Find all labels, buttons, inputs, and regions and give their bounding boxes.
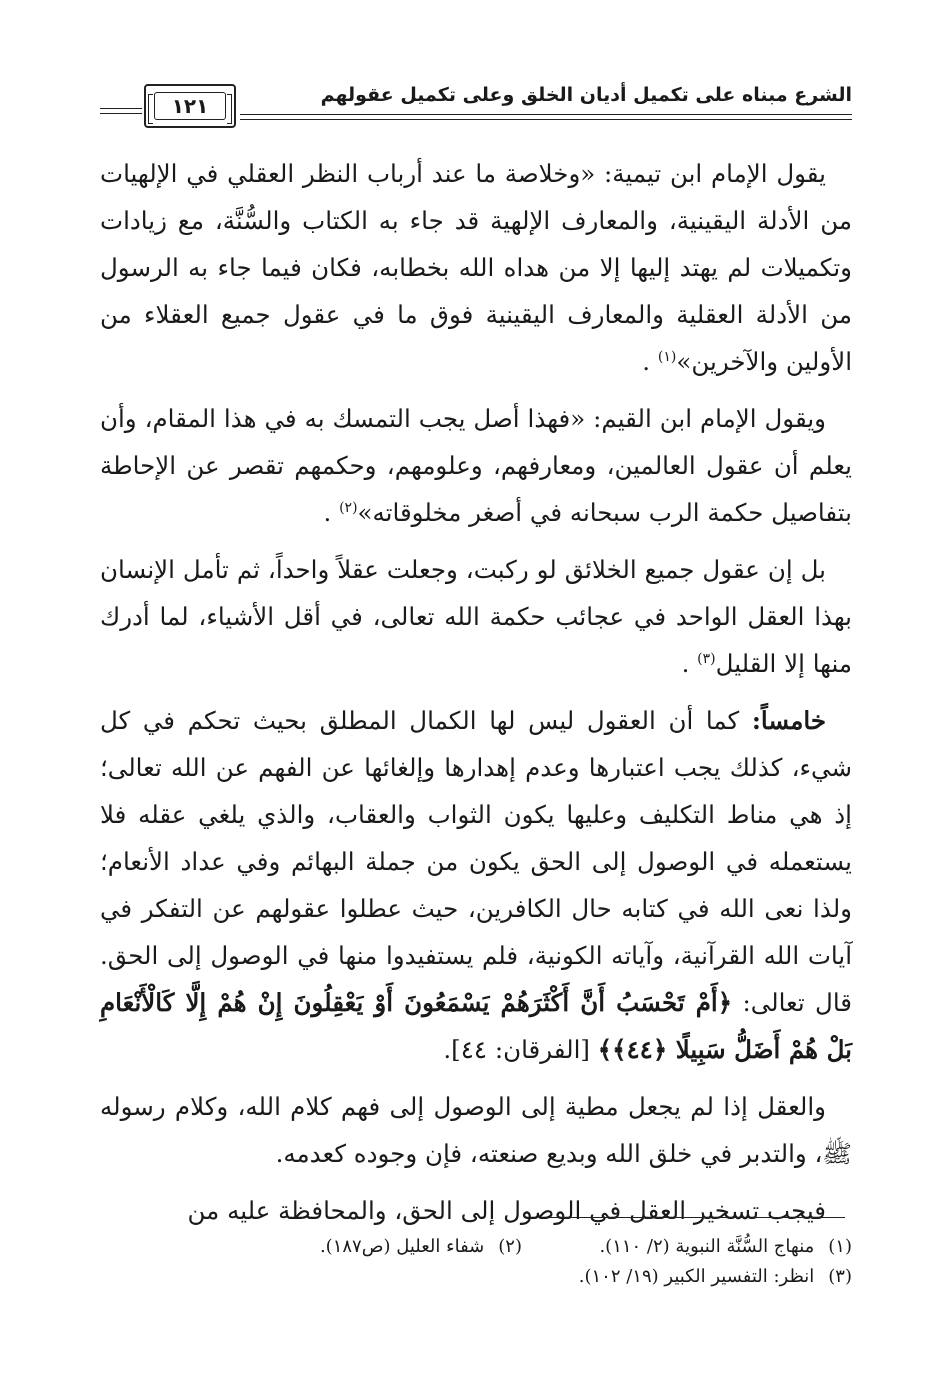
- footnote-row: [100, 1262, 852, 1292]
- punctuation: .: [642, 347, 651, 376]
- footnote-number: (٢): [498, 1236, 522, 1257]
- footnote-1: [522, 1232, 852, 1262]
- main-text: [100, 150, 852, 1244]
- quote-ibn-alqayyim: ويقول الإمام ابن القيم: «فهذا أصل يجب التمسك به في هذا المقام، وأن يعلم أن عقول العالمين، ومعارفهم، وعلومهم، وحكمهم تقصر عن الإحاطة بتفاصيل حكمة الرب سبحانه في أصغر مخلوقاته»: [100, 404, 852, 527]
- footnote-text: منهاج السُّنَّة النبوية (٢/ ١١٠).: [599, 1236, 815, 1257]
- footnote-number: (٣): [828, 1266, 852, 1287]
- frame-ornament: [227, 94, 232, 124]
- paragraph-text: كما أن العقول ليس لها الكمال المطلق بحيث تحكم في كل شيء، كذلك يجب اعتبارها وعدم إهدارها وإلغائها عن الفهم عن الله تعالى؛ إذ هي مناط التكليف وعليها يكون الثواب والعقاب، والذي يلغي عقله فلا يستعمله في الوصول إلى الحق يكون من جملة البهائم وفي عداد الأنعام؛ ولذا نعى الله في كتابه حال الكافرين، حيث عطلوا عقولهم عن التفكر في آيات الله القرآنية، وآياته الكونية، فلم يستفيدوا منها في الوصول إلى الحق. قال تعالى:: [100, 706, 853, 1017]
- punctuation: .: [681, 649, 690, 678]
- verse-citation: [الفرقان: ٤٤].: [443, 1035, 598, 1064]
- page-number-frame: [144, 84, 236, 128]
- paragraph-text: فيجب تسخير العقل في الوصول إلى الحق، والمحافظة عليه من: [187, 1196, 826, 1225]
- footnotes: [100, 1232, 852, 1292]
- header-rule: [100, 108, 142, 109]
- header-rule: [100, 113, 142, 114]
- paragraph: [100, 1187, 852, 1234]
- quran-verse: ﴿أَمْ تَحْسَبُ أَنَّ أَكْثَرَهُمْ يَسْمَعُونَ أَوْ يَعْقِلُونَ إِنْ هُمْ إِلَّا كَالْأَنْعَامِ بَلْ هُمْ أَضَلُّ سَبِيلًا ﴿٤٤﴾﴾: [100, 988, 852, 1064]
- footnote-number: (١): [828, 1236, 852, 1257]
- frame-ornament: [148, 94, 153, 124]
- page-header: [100, 78, 852, 138]
- footnote-3: [579, 1262, 852, 1292]
- paragraph: [100, 395, 852, 536]
- paragraph: [100, 150, 852, 385]
- section-lead: خامساً:: [751, 706, 826, 735]
- footnote-ref[interactable]: (٣): [697, 650, 716, 667]
- header-rule: [240, 114, 852, 115]
- header-rule: [240, 119, 852, 120]
- footnote-separator: [545, 1217, 845, 1218]
- paragraph: [100, 1083, 852, 1177]
- paragraph: [100, 546, 852, 687]
- footnote-2: [320, 1232, 522, 1262]
- paragraph-text: والعقل إذا لم يجعل مطية إلى الوصول إلى فهم كلام الله، وكلام رسوله ﷺ، والتدبر في خلق الله وبديع صنعته، فإن وجوده كعدمه.: [100, 1092, 852, 1168]
- paragraph: [100, 697, 852, 1073]
- page-number: ١٢١: [154, 92, 226, 120]
- quote-ibn-taymiyya: يقول الإمام ابن تيمية: «وخلاصة ما عند أرباب النظر العقلي في الإلهيات من الأدلة اليقينية، والمعارف الإلهية قد جاء به الكتاب والسُّنَّة، مع زيادات وتكميلات لم يهتد إليها إلا من هداه الله بخطابه، فكان فيما جاء به الرسول من الأدلة العقلية والمعارف اليقينية فوق ما في عقول جميع العقلاء من الأولين والآخرين»: [100, 159, 852, 376]
- footnote-row: [100, 1232, 852, 1262]
- punctuation: .: [323, 498, 332, 527]
- paragraph-text: بل إن عقول جميع الخلائق لو ركبت، وجعلت عقلاً واحداً، ثم تأمل الإنسان بهذا العقل الواحد في عجائب حكمة الله تعالى، في أقل الأشياء، لما أدرك منها إلا القليل: [100, 555, 852, 678]
- footnote-text: شفاء العليل (ص١٨٧).: [319, 1236, 485, 1257]
- footnote-text: انظر: التفسير الكبير (١٩/ ١٠٢).: [578, 1266, 815, 1287]
- footnote-ref[interactable]: (٢): [339, 499, 358, 516]
- footnote-ref[interactable]: (١): [657, 348, 677, 365]
- running-title: الشرع مبناه على تكميل أديان الخلق وعلى تكميل عقولهم: [320, 84, 852, 106]
